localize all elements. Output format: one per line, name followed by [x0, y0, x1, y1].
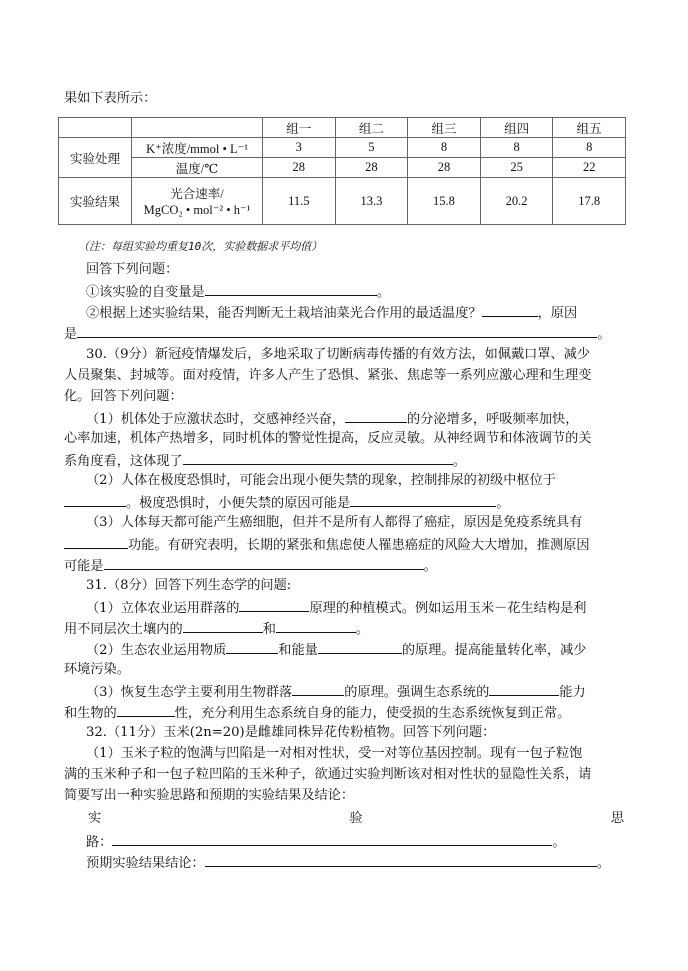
- answer-blank[interactable]: [64, 534, 128, 549]
- group-header: 组一: [263, 118, 336, 138]
- answer-blank[interactable]: [226, 639, 278, 654]
- q30-sub2: （2）人体在极度恐惧时，可能会出现小便失禁的现象，控制排尿的初级中枢位于: [86, 473, 556, 488]
- group-header: 组二: [335, 118, 408, 138]
- answer-blank[interactable]: [117, 702, 175, 717]
- q30-line2: 人员聚集、封城等。面对疫情，许多人产生了恐惧、紧张、焦虑等一系列应激心理和生理变: [64, 368, 592, 383]
- q29-item2-cont: 是 。: [64, 323, 610, 345]
- q31-sub2: （2）生态农业运用物质 和能量 的原理。提高能量转化率，减少: [86, 639, 586, 661]
- answer-blank[interactable]: [205, 852, 597, 867]
- answer-blank[interactable]: [183, 618, 263, 633]
- q30-sub3: （3）人体每天都可能产生癌细胞，但并不是所有人都得了癌症，原因是免疫系统具有: [86, 515, 583, 530]
- q29-item1: ①该实验的自变量是 。: [86, 281, 390, 303]
- q32-idea-line: 路： 。: [86, 831, 566, 853]
- q30-sub3-cont: 功能。有研究表明，长期的紧张和焦虑使人罹患癌症的风险大大增加，推测原因: [64, 534, 590, 556]
- table-note: （注：每组实验均重复10次，实验数据求平均值）: [78, 240, 323, 253]
- answer-blank[interactable]: [183, 450, 453, 465]
- answer-blank[interactable]: [112, 831, 552, 846]
- temp-label: 温度/℃: [132, 158, 263, 178]
- answer-blank[interactable]: [205, 281, 377, 296]
- q29-item2: ②根据上述实验结果，能否判断无土栽培油菜光合作用的最适温度？ ，原因: [86, 302, 577, 324]
- answer-blank[interactable]: [104, 555, 424, 570]
- intro-text: 果如下表所示：: [64, 91, 157, 106]
- answer-blank[interactable]: [239, 597, 309, 612]
- results-table: [58, 117, 626, 225]
- q31-line1: 31.（8分）回答下列生态学的问题:: [86, 578, 292, 593]
- q31-sub3: （3）恢复生态学主要利用生物群落 的原理。强调生态系统的 能力: [86, 681, 586, 703]
- q30-sub1-end: 系角度看，这体现了 。: [64, 450, 466, 472]
- table-row: 温度/℃ 28 28 28 25 22: [59, 158, 626, 178]
- q31-sub1-cont: 用不同层次土壤内的 和 。: [64, 618, 369, 640]
- q32-line1: 32.（11分）玉米(2n=20)是雌雄同株异花传粉植物。回答下列问题：: [86, 725, 496, 740]
- q32-idea-spread: 实 验 思: [88, 811, 624, 826]
- q31-sub2-cont: 环境污染。: [64, 662, 130, 677]
- group-header: 组五: [553, 118, 626, 138]
- q32-result-line: 预期实验结果结论： 。: [86, 852, 610, 874]
- q30-sub1-cont: 心率加速，机体产热增多，同时机体的警觉性提高，反应灵敏。从神经调节和体液调节的关: [64, 431, 592, 446]
- answer-blank[interactable]: [64, 492, 126, 507]
- answer-blank[interactable]: [276, 618, 356, 633]
- k-label: K⁺浓度/mmol • L⁻¹: [132, 138, 263, 158]
- q32-sub1: （1）玉米子粒的饱满与凹陷是一对相对性状，受一对等位基因控制。现有一包子粒饱: [86, 746, 583, 761]
- answer-blank[interactable]: [350, 492, 496, 507]
- table-row: 实验处理 K⁺浓度/mmol • L⁻¹ 3 5 8 8 8: [59, 138, 626, 158]
- q31-sub3-cont: 和生物的 性，充分利用生态系统自身的能力，使受损的生态系统恢复到正常。: [64, 702, 570, 724]
- answer-blank[interactable]: [77, 323, 597, 338]
- q30-line1: 30.（9分）新冠疫情爆发后，多地采取了切断病毒传播的有效方法，如佩戴口罩、减少: [86, 347, 591, 362]
- answer-blank[interactable]: [482, 302, 538, 317]
- q30-sub1: （1）机体处于应激状态时，交感神经兴奋， 的分泌增多，呼吸频率加快，: [86, 408, 578, 430]
- q30-sub3-end: 可能是 。: [64, 555, 437, 577]
- answer-blank[interactable]: [292, 681, 344, 696]
- q32-sub1-cont: 满的玉米种子和一包子粒凹陷的玉米种子，欲通过实验判断该对相对性状的显隐性关系，请: [64, 767, 592, 782]
- q30-sub2-cont: 。极度恐惧时，小便失禁的原因可能是 。: [64, 492, 509, 514]
- row-label-result: 实验结果: [59, 178, 132, 225]
- table-row: [59, 118, 626, 138]
- answer-blank[interactable]: [318, 639, 402, 654]
- group-header: 组四: [480, 118, 553, 138]
- row-label-treatment: 实验处理: [59, 138, 132, 178]
- group-header: 组三: [408, 118, 481, 138]
- answer-blank[interactable]: [489, 681, 559, 696]
- q30-line3: 化。回答下列问题：: [64, 389, 183, 404]
- q31-sub1: （1）立体农业运用群落的 原理的种植模式。例如运用玉米－花生结构是利: [86, 597, 586, 619]
- table-row: 实验结果 光合速率/ MgCO₂ • mol⁻² • h⁻¹ 11.5 13.3 15.8 20.2 17.8: [59, 178, 626, 225]
- answer-blank[interactable]: [345, 408, 407, 423]
- q32-sub1-end: 简要写出一种实验思路和预期的实验结果及结论：: [64, 788, 355, 803]
- rate-label: 光合速率/ MgCO₂ • mol⁻² • h⁻¹: [132, 178, 263, 225]
- q29-prompt: 回答下列问题：: [86, 262, 179, 277]
